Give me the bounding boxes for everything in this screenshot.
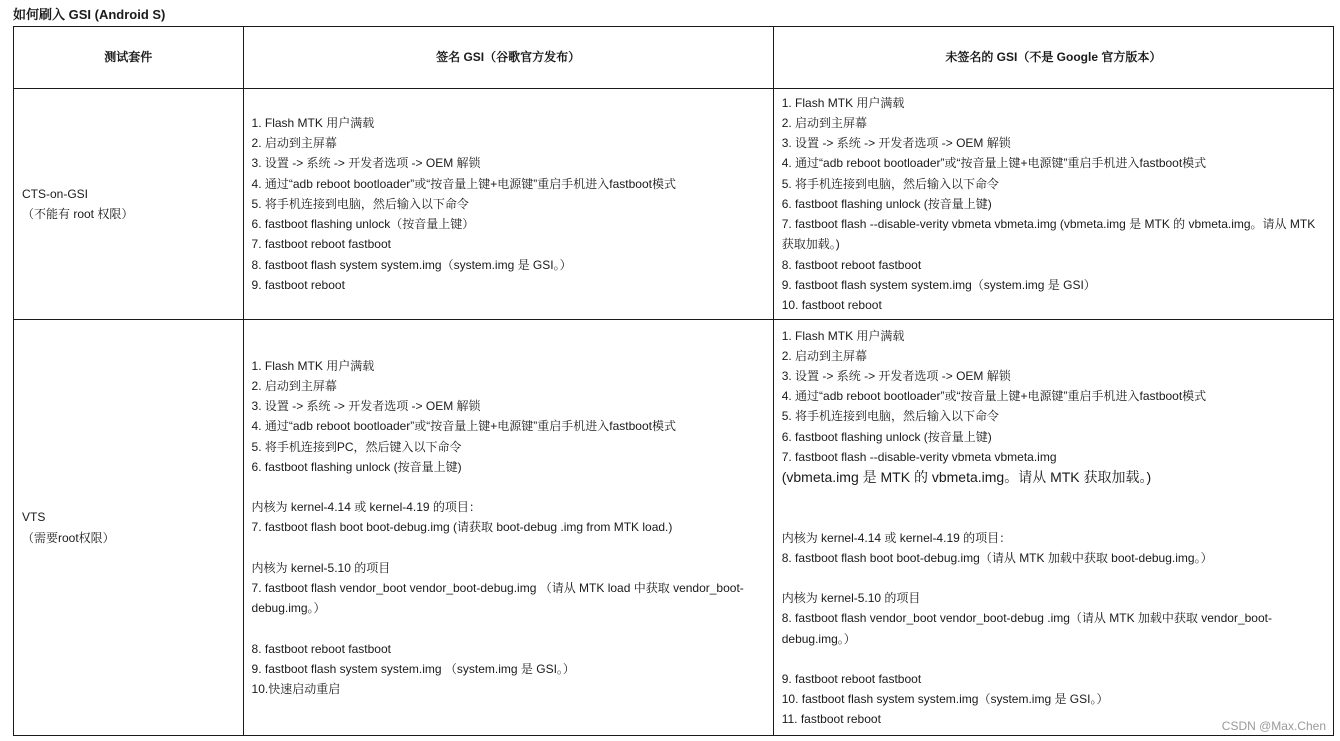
step-line: 4. 通过“adb reboot bootloader”或“按音量上键+电源键”重启手机进入fastboot模式 [251,419,676,434]
step-line: 3. 设置 -> 系统 -> 开发者选项 -> OEM 解锁 [251,399,481,414]
step-line: 5. 将手机连接到电脑，然后输入以下命令 [781,409,1000,424]
signed-steps-vts [243,320,773,736]
suite-note: （不能有 root 权限） [22,207,134,221]
table-header-row [14,27,1334,89]
step-line: 内核为 kernel-4.14 或 kernel-4.19 的项目： [251,500,481,515]
blank-line [252,618,765,638]
blank-line [782,507,1325,527]
step-line: 2. 启动到主屏幕 [781,348,868,363]
step-line: 1. Flash MTK 用户满载 [251,358,375,373]
gsi-flash-table [13,26,1334,736]
step-line: 1. Flash MTK 用户满载 [781,95,905,110]
step-line: 4. 通过“adb reboot bootloader”或“按音量上键+电源键”重启手机进入fastboot模式 [781,156,1207,171]
step-line: 10.快速启动重启 [251,682,341,696]
step-line: 4. 通过“adb reboot bootloader”或“按音量上键+电源键”重启手机进入fastboot模式 [251,176,676,191]
step-line: 2. 启动到主屏幕 [251,379,337,393]
suite-name: VTS [22,510,46,525]
step-line: 3. 设置 -> 系统 -> 开发者选项 -> OEM 解锁 [251,156,481,171]
step-line: 10. fastboot reboot [781,297,882,312]
step-line: 9. fastboot reboot fastboot [781,671,922,686]
step-line: 5. 将手机连接到PC，然后键入以下命令 [251,439,462,454]
blank-line [252,538,765,558]
suite-note: （需要root权限） [22,530,115,545]
step-line: 1. Flash MTK 用户满载 [781,328,905,343]
suite-cell-cts [14,89,244,320]
step-line: 内核为 kernel-5.10 的项目 [781,591,921,606]
step-line: 1. Flash MTK 用户满载 [251,116,375,131]
blank-line [782,649,1325,669]
step-line: (vbmeta.img 是 MTK 的 vbmeta.img。请从 MTK 获取加载。) [781,468,1152,485]
step-line: 3. 设置 -> 系统 -> 开发者选项 -> OEM 解锁 [781,136,1011,151]
header-test-suite: 测试套件 [14,27,244,89]
table-row-cts-on-gsi [14,89,1334,320]
step-line: 6. fastboot flashing unlock (按音量上键) [251,459,462,474]
step-line: 8. fastboot reboot fastboot [251,641,391,656]
suite-name: CTS-on-GSI [22,186,89,201]
step-line: 9. fastboot flash system system.img（system.img 是 GSI） [781,277,1096,292]
step-line: 8. fastboot reboot fastboot [781,257,922,272]
step-line: 3. 设置 -> 系统 -> 开发者选项 -> OEM 解锁 [781,368,1011,383]
step-line: 6. fastboot flashing unlock (按音量上键) [781,196,992,211]
step-line: 7. fastboot flash --disable-verity vbmeta vbmeta.img [781,449,1057,464]
step-line: 2. 启动到主屏幕 [251,136,337,151]
step-line: 8. fastboot flash system system.img（system.img 是 GSI。） [251,257,572,272]
step-line: 7. fastboot flash boot boot-debug.img (请获取 boot-debug .img from MTK load.) [251,520,673,535]
unsigned-steps-cts [773,89,1333,320]
header-unsigned-gsi: 未签名的 GSI（不是 Google 官方版本） [773,27,1333,89]
step-line: 9. fastboot flash system system.img （system.img 是 GSI。） [251,661,575,676]
step-line: 5. 将手机连接到电脑，然后输入以下命令 [251,196,469,211]
blank-line [782,487,1325,507]
step-line: 8. fastboot flash boot boot-debug.img（请从 MTK 加载中获取 boot-debug.img。） [781,550,1213,565]
step-line: 4. 通过“adb reboot bootloader”或“按音量上键+电源键”重启手机进入fastboot模式 [781,389,1207,404]
table-row-vts [14,320,1334,736]
step-line: 9. fastboot reboot [251,277,345,292]
step-line: 6. fastboot flashing unlock（按音量上键） [251,217,475,232]
step-line: 6. fastboot flashing unlock (按音量上键) [781,429,992,444]
step-line: 7. fastboot flash --disable-verity vbmeta vbmeta.img (vbmeta.img 是 MTK 的 vbmeta.img。请从 MTK 获取加载。) [781,217,1316,252]
step-line: 8. fastboot flash vendor_boot vendor_boot-debug .img（请从 MTK 加载中获取 vendor_boot-debug.img。） [781,611,1272,646]
step-line: 7. fastboot flash vendor_boot vendor_boot-debug.img （请从 MTK load 中获取 vendor_boot-debug.img。） [251,581,744,616]
step-line: 7. fastboot reboot fastboot [251,237,391,252]
suite-cell-vts [14,320,244,736]
step-line: 2. 启动到主屏幕 [781,116,868,131]
page-title: 如何刷入 GSI (Android S) [13,7,166,22]
watermark: CSDN @Max.Chen [1221,719,1326,733]
step-line: 11. fastboot reboot [781,712,881,727]
step-line: 内核为 kernel-4.14 或 kernel-4.19 的项目： [781,530,1012,545]
blank-line [782,568,1325,588]
step-line: 10. fastboot flash system system.img（system.img 是 GSI。） [781,692,1109,707]
step-line: 内核为 kernel-5.10 的项目 [251,560,391,575]
header-signed-gsi: 签名 GSI（谷歌官方发布） [243,27,773,89]
unsigned-steps-vts [773,320,1333,736]
blank-line [252,477,765,497]
step-line: 5. 将手机连接到电脑，然后输入以下命令 [781,176,1000,191]
signed-steps-cts [243,89,773,320]
